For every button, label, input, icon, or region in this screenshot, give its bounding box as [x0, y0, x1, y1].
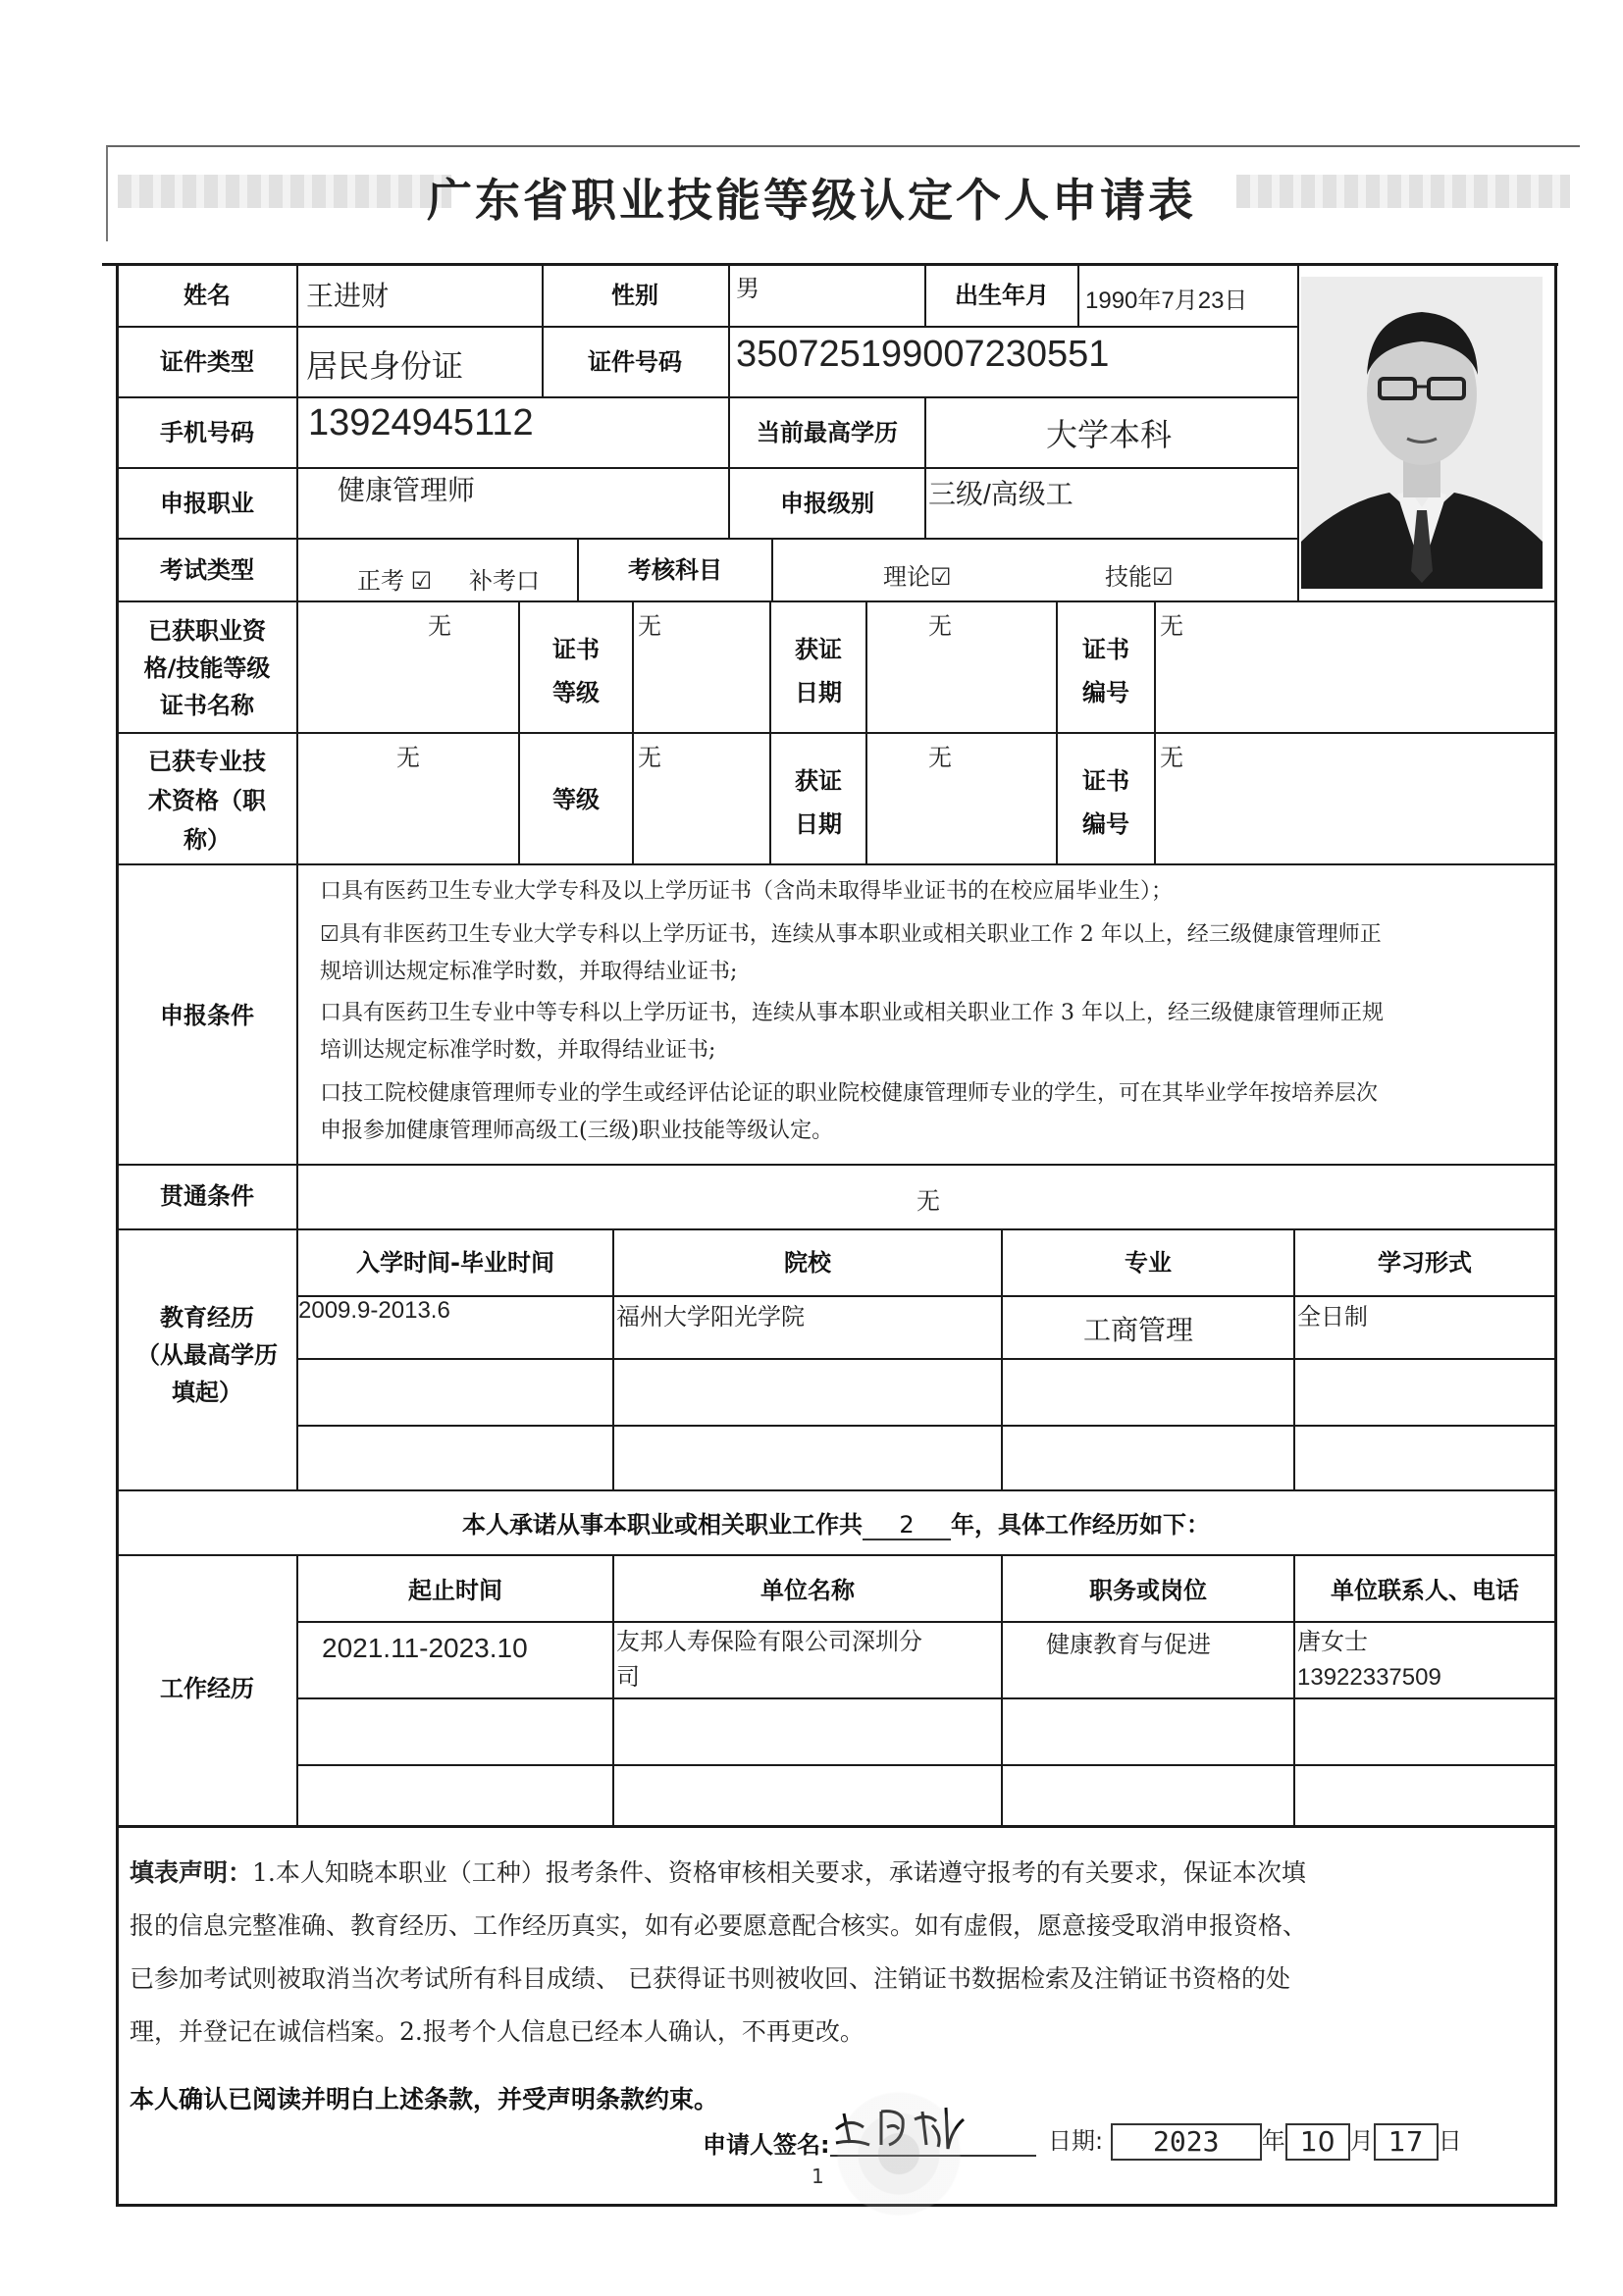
phone-label: 手机号码	[160, 419, 254, 446]
education-label: 当前最高学历	[757, 419, 898, 446]
work-company: 友邦人寿保险有限公司深圳分 司	[616, 1629, 922, 1691]
id-number-value: 350725199007230551	[736, 334, 1110, 375]
level-label: 申报级别	[780, 490, 874, 517]
edu-header-major: 专业	[1125, 1249, 1172, 1277]
tech-no-value: 无	[1160, 745, 1183, 771]
work-history-label: 工作经历	[160, 1675, 254, 1702]
exam-skill: 技能☑	[1105, 564, 1174, 591]
edu-header-mode: 学习形式	[1378, 1249, 1472, 1277]
tech-no-label: 证书 编号	[1082, 767, 1129, 838]
occupation-value: 健康管理师	[338, 475, 476, 505]
condition-1: 口具有医药卫生专业大学专科及以上学历证书（含尚未取得毕业证书的在校应届毕业生）；	[320, 879, 1174, 904]
work-header-period: 起止时间	[408, 1577, 502, 1604]
edu-major: 工商管理	[1083, 1315, 1194, 1345]
applicant-photo	[1301, 277, 1543, 589]
cert-held-value: 无	[428, 613, 451, 640]
fingerprint-mark	[830, 2080, 968, 2227]
exam-type-label: 考试类型	[160, 556, 254, 584]
work-header-contact: 单位联系人、电话	[1331, 1577, 1519, 1604]
date-label: 日期:	[1048, 2127, 1104, 2155]
work-years: 2	[863, 1511, 951, 1540]
work-period: 2021.11-2023.10	[322, 1633, 528, 1663]
declaration-confirm: 本人确认已阅读并明白上述条款，并受声明条款约束。	[130, 2085, 719, 2113]
exam-subject-label: 考核科目	[628, 556, 722, 584]
conditions-label: 申报条件	[160, 1002, 254, 1029]
through-label: 贯通条件	[160, 1182, 254, 1210]
education-value: 大学本科	[1046, 417, 1173, 452]
cert-date-label: 获证 日期	[795, 636, 842, 706]
condition-3: 口具有医药卫生专业中等专科以上学历证书，连续从事本职业或相关职业工作 3 年以上，经三级健康管理师正规 培训达规定标准学时数，并取得结业证书;	[320, 1001, 1384, 1063]
condition-2: ☑具有非医药卫生专业大学专科以上学历证书，连续从事本职业或相关职业工作 2 年以上，经三级健康管理师正 规培训达规定标准学时数，并取得结业证书;	[320, 922, 1382, 984]
date-year: 2023	[1111, 2123, 1262, 2161]
cert-date-value: 无	[928, 613, 952, 640]
edu-history-label: 教育经历 （从最高学历 填起）	[136, 1304, 278, 1406]
tech-date-label: 获证 日期	[795, 767, 842, 838]
exam-makeup: 补考口	[469, 568, 540, 595]
edu-mode: 全日制	[1297, 1304, 1368, 1331]
signature-label: 申请人签名:	[703, 2131, 830, 2159]
gender-value: 男	[736, 276, 759, 302]
tech-date-value: 无	[928, 745, 952, 771]
work-promise: 本人承诺从事本职业或相关职业工作共 2 年，具体工作经历如下：	[462, 1511, 1210, 1539]
cert-held-label: 已获职业资 格/技能等级 证书名称	[143, 617, 271, 719]
exam-normal: 正考 ☑	[357, 568, 433, 595]
date-row: 日期: 2023 年 10 月 17 日	[1048, 2121, 1462, 2161]
edu-header-period: 入学时间-毕业时间	[356, 1249, 554, 1277]
edu-period: 2009.9-2013.6	[298, 1297, 450, 1324]
tech-qual-value: 无	[396, 745, 420, 771]
id-number-label: 证件号码	[588, 348, 682, 376]
through-value: 无	[916, 1188, 940, 1215]
cert-grade-value: 无	[638, 613, 661, 640]
work-contact: 唐女士 13922337509	[1297, 1629, 1441, 1691]
birth-value: 1990年7月23日	[1085, 287, 1248, 314]
edu-header-school: 院校	[784, 1249, 831, 1277]
level-value: 三级/高级工	[928, 479, 1073, 509]
gender-label: 性别	[611, 282, 658, 309]
tech-grade-label: 等级	[552, 786, 600, 813]
work-header-position: 职务或岗位	[1089, 1577, 1207, 1604]
cert-no-label: 证书 编号	[1082, 636, 1129, 706]
occupation-label: 申报职业	[160, 490, 254, 517]
date-day: 17	[1374, 2123, 1439, 2161]
page-number: 1	[812, 2165, 824, 2188]
id-type-value: 居民身份证	[306, 348, 464, 384]
id-type-label: 证件类型	[160, 348, 254, 376]
form-title: 广东省职业技能等级认定个人申请表	[427, 174, 1196, 227]
cert-grade-label: 证书 等级	[552, 636, 600, 706]
cert-no-value: 无	[1160, 613, 1183, 640]
name-value: 王进财	[306, 281, 390, 311]
exam-theory: 理论☑	[883, 564, 952, 591]
work-position: 健康教育与促进	[1046, 1632, 1211, 1658]
tech-grade-value: 无	[638, 745, 661, 771]
edu-school: 福州大学阳光学院	[616, 1304, 805, 1331]
portrait-image	[1301, 277, 1543, 589]
condition-4: 口技工院校健康管理师专业的学生或经评估论证的职业院校健康管理师专业的学生，可在其毕业学年按培养层次 申报参加健康管理师高级工(三级)职业技能等级认定。	[320, 1081, 1379, 1143]
phone-value: 13924945112	[308, 402, 534, 444]
declaration: 填表声明：1.本人知晓本职业（工种）报考条件、资格审核相关要求，承诺遵守报考的有关要求，保证本次填 报的信息完整准确、教育经历、工作经历真实，如有必要愿意配合核实。如有虚假，愿意接受取消申报资格、 已参加考试则被取消当次考试所有科目成绩、 已获得证书则被收回、注销证书数据检索及注销证书资格的处 理，并登记在诚信档案。2.报考个人信息已经本人确认，不再更改。	[130, 1858, 1308, 2046]
name-label: 姓名	[183, 282, 231, 309]
birth-label: 出生年月	[955, 282, 1049, 309]
tech-qual-label: 已获专业技 术资格（职 称）	[148, 748, 266, 854]
work-header-company: 单位名称	[760, 1577, 855, 1604]
date-month: 10	[1285, 2123, 1350, 2161]
